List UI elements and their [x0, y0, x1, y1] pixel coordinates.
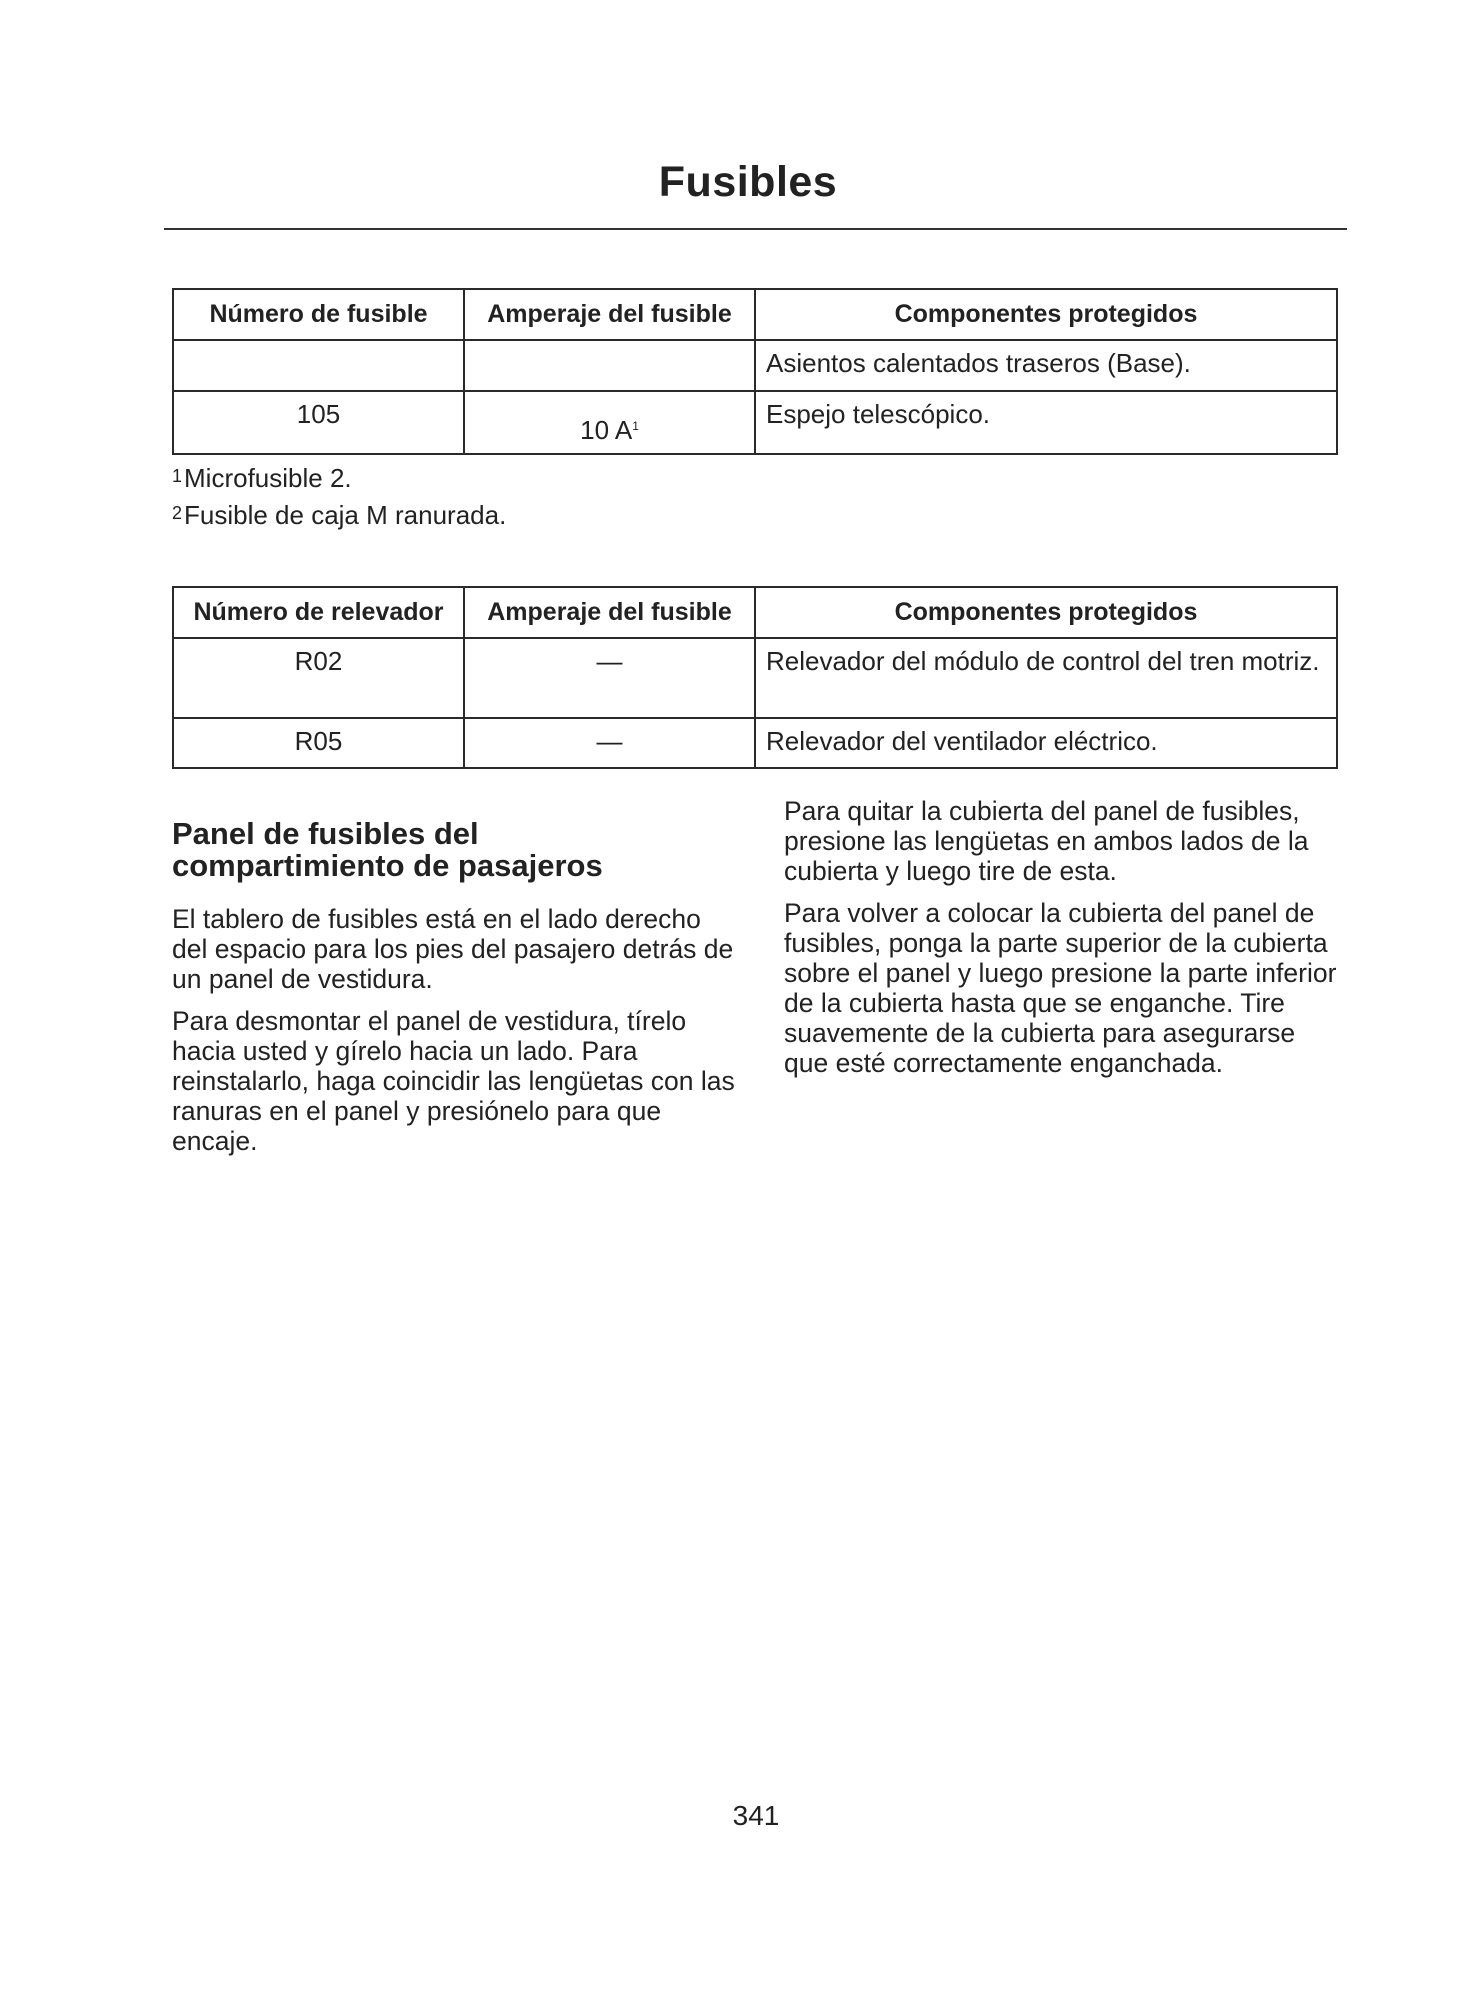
components-cell: Espejo telescópico. [755, 391, 1337, 454]
table-row [173, 638, 1337, 718]
amperage-footnote-mark: 1 [632, 419, 639, 433]
footnote [172, 460, 506, 497]
components-cell: Relevador del módulo de control del tren motriz. [755, 638, 1337, 718]
fuse-number-cell [173, 340, 464, 391]
section-heading [172, 818, 742, 882]
right-column [784, 796, 1344, 1090]
left-column [172, 818, 742, 1168]
footnote-text: Fusible de caja M ranurada. [184, 500, 507, 530]
relay-number-cell: R05 [173, 718, 464, 768]
relay-number-cell: R02 [173, 638, 464, 718]
body-paragraph: Para volver a colocar la cubierta del panel de fusibles, ponga la parte superior de la cubierta sobre el panel y luego presione la parte inferior de la cubierta hasta que se enganche. Tire suavemente de la cubierta para asegurarse que esté correctamente enganchada. [784, 898, 1337, 1078]
table-row [173, 718, 1337, 768]
fuse-table-header-row [173, 289, 1337, 340]
footnote-text: Microfusible 2. [184, 463, 352, 493]
title-divider [164, 228, 1347, 230]
header-fuse-amperage: Amperaje del fusible [464, 587, 755, 638]
relay-amperage-cell: — [464, 718, 755, 768]
relay-amperage-cell: — [464, 638, 755, 718]
fuse-table [172, 288, 1338, 455]
page-number: 341 [732, 1800, 780, 1831]
relay-table [172, 586, 1338, 769]
page-title: Fusibles [658, 158, 838, 206]
amperage-value: 10 A [580, 415, 633, 445]
fuse-amperage-cell [464, 340, 755, 391]
section-heading-line-2: compartimiento de pasajeros [172, 848, 603, 883]
table-row [173, 340, 1337, 391]
header-fuse-number: Número de fusible [173, 289, 464, 340]
relay-table-header-row [173, 587, 1337, 638]
footnote-mark: 2 [172, 503, 183, 523]
section-heading-line-1: Panel de fusibles del [172, 816, 479, 851]
header-fuse-amperage: Amperaje del fusible [464, 289, 755, 340]
body-paragraph: El tablero de fusibles está en el lado derecho del espacio para los pies del pasajero detrás de un panel de vestidura. [172, 904, 734, 994]
header-relay-number: Número de relevador [173, 587, 464, 638]
fuse-amperage-cell [464, 391, 755, 454]
table-row [173, 391, 1337, 454]
components-cell: Relevador del ventilador eléctrico. [755, 718, 1337, 768]
components-cell: Asientos calentados traseros (Base). [755, 340, 1337, 391]
fuse-number-cell: 105 [173, 391, 464, 454]
body-paragraph: Para quitar la cubierta del panel de fusibles, presione las lengüetas en ambos lados de la cubierta y luego tire de esta. [784, 796, 1309, 886]
body-paragraph: Para desmontar el panel de vestidura, tírelo hacia usted y gírelo hacia un lado. Para reinstalarlo, haga coincidir las lengüetas con las ranuras en el panel y presiónelo para que encaje. [172, 1006, 735, 1156]
footnotes [172, 460, 506, 534]
header-protected-components: Componentes protegidos [755, 587, 1337, 638]
footnote-mark: 1 [172, 466, 183, 486]
header-protected-components: Componentes protegidos [755, 289, 1337, 340]
footnote [172, 497, 506, 534]
